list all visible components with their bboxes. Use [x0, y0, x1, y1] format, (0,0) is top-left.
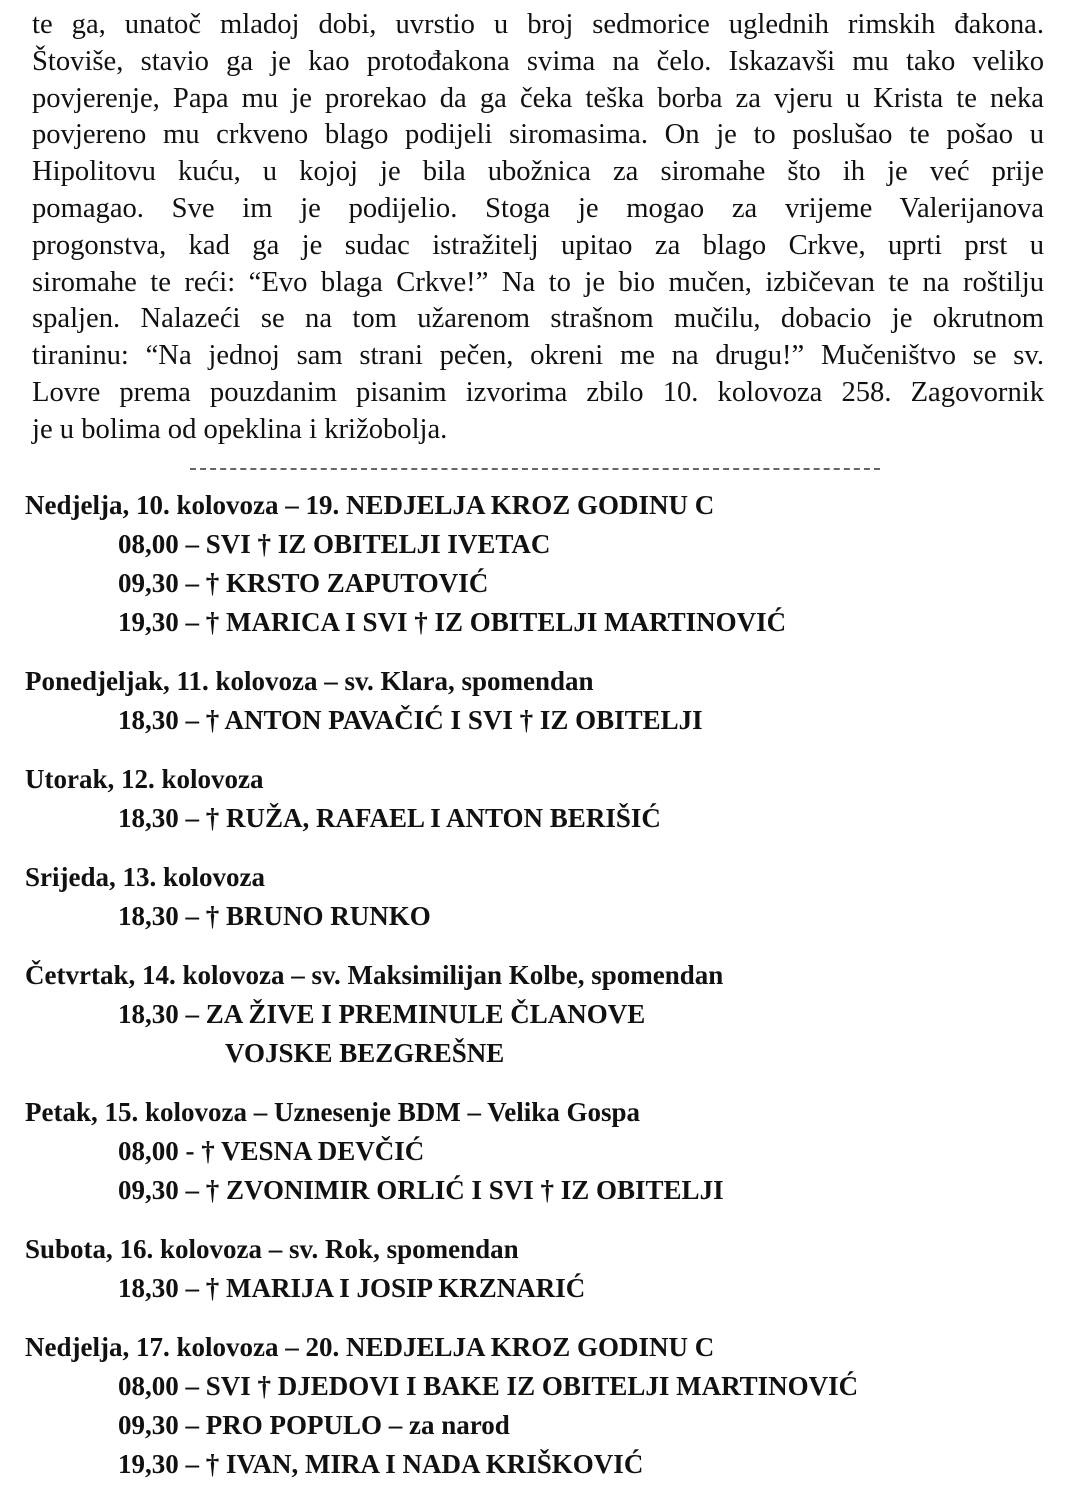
intro-line: Štoviše, stavio ga je kao protođakona svima na čelo. Iskazavši mu tako veliko: [32, 45, 1044, 77]
intro-line: Hipolitovu kuću, u kojoj je bila ubožnica za siromahe što ih je već prije: [32, 156, 1044, 188]
mass-entry-continuation: VOJSKE BEZGREŠNE: [225, 1038, 505, 1068]
day-heading: Subota, 16. kolovoza – sv. Rok, spomendan: [25, 1234, 519, 1264]
intro-line: povjerenje, Papa mu je prorekao da ga čeka teška borba za vjeru u Krista te neka: [32, 82, 1044, 114]
mass-entry: 08,00 – SVI † IZ OBITELJI IVETAC: [118, 529, 551, 559]
intro-line: povjereno mu crkveno blago podijeli siromasima. On je to poslušao te pošao u: [32, 119, 1044, 151]
mass-schedule: [25, 486, 1065, 1504]
intro-line: spaljen. Nalazeći se na tom užarenom strašnom mučilu, dobacio je okrutnom: [32, 303, 1044, 335]
mass-entry: 18,30 – † ANTON PAVAČIĆ I SVI † IZ OBITELJI: [118, 705, 703, 735]
intro-paragraph: [32, 7, 1044, 449]
schedule-day: [25, 858, 1065, 936]
day-heading: Ponedjeljak, 11. kolovoza – sv. Klara, spomendan: [25, 666, 594, 696]
intro-line: progonstva, kad ga je sudac istražitelj upitao za blago Crkve, uprti prst u: [32, 229, 1044, 261]
mass-entry: 09,30 – PRO POPULO – za narod: [118, 1410, 510, 1440]
intro-line: Lovre prema pouzdanim pisanim izvorima zbilo 10. kolovoza 258. Zagovornik: [32, 376, 1044, 408]
intro-line: siromahe te reći: “Evo blaga Crkve!” Na to je bio mučen, izbičevan te na roštilju: [32, 266, 1044, 298]
day-heading: Utorak, 12. kolovoza: [25, 764, 264, 794]
intro-line: tiraninu: “Na jednoj sam strani pečen, okreni me na drugu!” Mučeništvo se sv.: [32, 340, 1044, 372]
mass-entry: 19,30 – † IVAN, MIRA I NADA KRIŠKOVIĆ: [118, 1449, 644, 1479]
schedule-day: [25, 1328, 1065, 1484]
mass-entry: 18,30 – † MARIJA I JOSIP KRZNARIĆ: [118, 1273, 586, 1303]
mass-entry: 09,30 – † ZVONIMIR ORLIĆ I SVI † IZ OBITELJI: [118, 1175, 724, 1205]
schedule-day: [25, 1230, 1065, 1308]
schedule-day: [25, 1093, 1065, 1210]
schedule-day: [25, 662, 1065, 740]
day-heading: Petak, 15. kolovoza – Uznesenje BDM – Velika Gospa: [25, 1097, 641, 1127]
intro-line: te ga, unatoč mladoj dobi, uvrstio u broj sedmorice uglednih rimskih đakona.: [32, 9, 1044, 40]
schedule-day: [25, 956, 1065, 1073]
mass-entry: 19,30 – † MARICA I SVI † IZ OBITELJI MARTINOVIĆ: [118, 607, 787, 637]
intro-line: pomagao. Sve im je podijelio. Stoga je mogao za vrijeme Valerijanova: [32, 192, 1044, 224]
mass-entry: 08,00 - † VESNA DEVČIĆ: [118, 1136, 425, 1166]
mass-entry: 09,30 – † KRSTO ZAPUTOVIĆ: [118, 568, 489, 598]
mass-entry: 18,30 – ZA ŽIVE I PREMINULE ČLANOVE: [118, 999, 646, 1029]
day-heading: Četvrtak, 14. kolovoza – sv. Maksimilijan Kolbe, spomendan: [25, 960, 724, 990]
mass-entry: 18,30 – † BRUNO RUNKO: [118, 901, 431, 931]
day-heading: Srijeda, 13. kolovoza: [25, 862, 265, 892]
schedule-day: [25, 760, 1065, 838]
dashed-divider: [190, 468, 880, 470]
day-heading: Nedjelja, 17. kolovoza – 20. NEDJELJA KROZ GODINU C: [25, 1332, 715, 1362]
schedule-day: [25, 486, 1065, 642]
day-heading: Nedjelja, 10. kolovoza – 19. NEDJELJA KROZ GODINU C: [25, 490, 715, 520]
mass-entry: 18,30 – † RUŽA, RAFAEL I ANTON BERIŠIĆ: [118, 803, 661, 833]
intro-line: je u bolima od opeklina i križobolja.: [32, 413, 448, 445]
mass-entry: 08,00 – SVI † DJEDOVI I BAKE IZ OBITELJI MARTINOVIĆ: [118, 1371, 859, 1401]
